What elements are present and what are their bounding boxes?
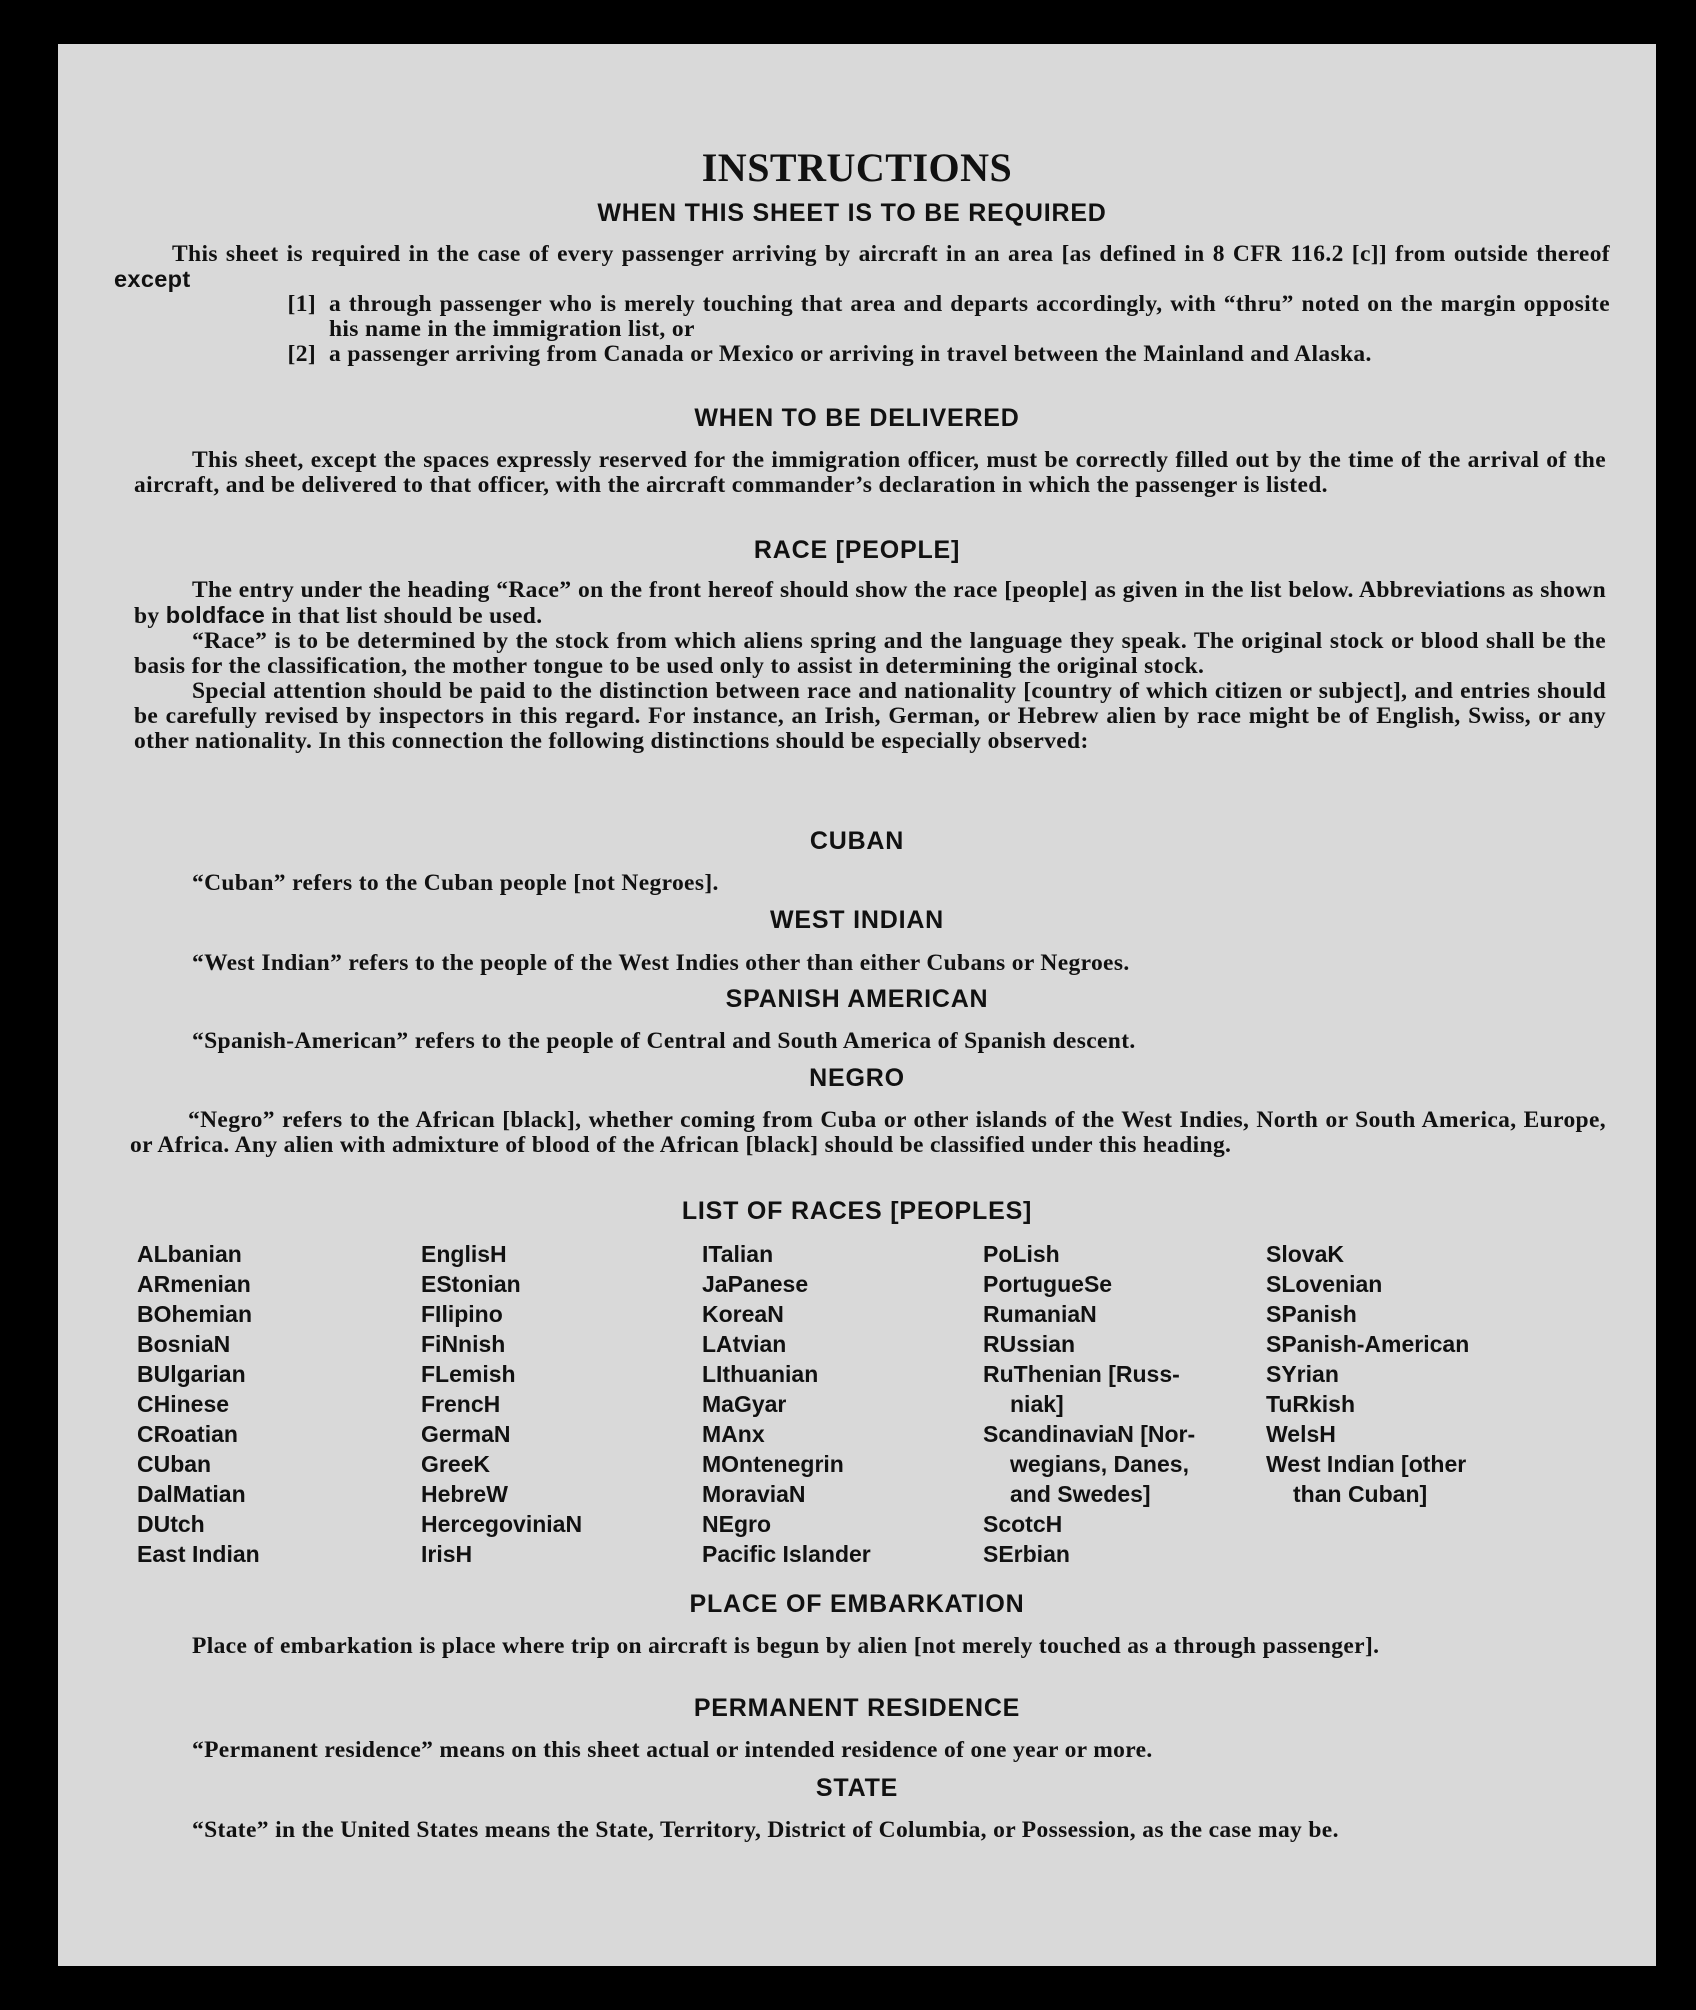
race-paragraph-3: Special attention should be paid to the distinction between race and nationality [country of which citizen or subject], and entries should be carefully revised by inspectors in this regard. For instance, an Irish, German, or Hebrew alien by race might be of English, Swiss, or any other nationality. In this connection the following distinctions should be especially observed: <box>134 678 1606 754</box>
race-entry: LIthuanian <box>702 1361 819 1387</box>
item-text: a through passenger who is merely touching that area and departs accordingly, with “thru” noted on the margin opposite his name in the immigration list, or <box>329 291 1610 342</box>
section-when-required <box>146 199 1558 228</box>
race-entry: MaGyar <box>702 1391 787 1417</box>
race-entry: LAtvian <box>702 1331 787 1357</box>
section-state <box>58 1774 1656 1803</box>
race-entry: wegians, Danes, <box>1010 1451 1189 1477</box>
exception-item-1 <box>114 292 1610 342</box>
race-entry: SPanish <box>1266 1301 1357 1327</box>
race-entry: EStonian <box>421 1271 521 1297</box>
west-indian-text: “West Indian” refers to the people of the West Indies other than either Cubans or Negroes. <box>192 950 1130 976</box>
section-when-delivered <box>58 404 1656 433</box>
section-heading: SPANISH AMERICAN <box>725 985 989 1013</box>
section-heading: NEGRO <box>809 1064 905 1092</box>
races-column-4 <box>983 1239 1253 1569</box>
race-entry: NEgro <box>702 1511 771 1537</box>
race-entry: West Indian [other <box>1266 1451 1467 1477</box>
item-number: [1] <box>287 291 316 317</box>
cuban-text: “Cuban” refers to the Cuban people [not Negroes]. <box>192 870 719 896</box>
race-entry: SYrian <box>1266 1361 1339 1387</box>
section-west-indian <box>58 906 1656 935</box>
state-text: “State” in the United States means the State, Territory, District of Columbia, or Possession, as the case may be. <box>192 1817 1339 1843</box>
race-entry: MoraviaN <box>702 1481 806 1507</box>
item-number: [2] <box>287 341 316 367</box>
section-heading: WHEN THIS SHEET IS TO BE REQUIRED <box>597 199 1107 227</box>
race-entry: GermaN <box>421 1421 511 1447</box>
race-entry: than Cuban] <box>1293 1481 1428 1507</box>
race-entry: niak] <box>1010 1391 1064 1417</box>
negro-text: “Negro” refers to the African [black], whether coming from Cuba or other islands of the West Indies, North or South America, Europe, or Africa. Any alien with admixture of blood of the African [black] should be classified under this heading. <box>130 1107 1606 1158</box>
race-entry: WelsH <box>1266 1421 1336 1447</box>
delivered-text: This sheet, except the spaces expressly reserved for the immigration officer, must be correctly filled out by the time of the arrival of the aircraft, and be delivered to that officer, with the aircraft commander’s declaration in which the passenger is listed. <box>134 447 1606 498</box>
race-entry: HebreW <box>421 1481 508 1507</box>
race-entry: FLemish <box>421 1361 516 1387</box>
race-entry: KoreaN <box>702 1301 784 1327</box>
race-entry: HercegoviniaN <box>421 1511 583 1537</box>
race-entry: RumaniaN <box>983 1301 1097 1327</box>
section-spanish-american <box>58 985 1656 1014</box>
embarkation-text: Place of embarkation is place where trip on aircraft is begun by alien [not merely touched as a through passenger]. <box>192 1633 1380 1659</box>
section-heading: WHEN TO BE DELIVERED <box>694 404 1020 432</box>
race-entry: MAnx <box>702 1421 765 1447</box>
item-text: a passenger arriving from Canada or Mexico or arriving in travel between the Mainland and Alaska. <box>329 341 1372 367</box>
race-entry: SlovaK <box>1266 1241 1344 1267</box>
race-entry: PortugueSe <box>983 1271 1113 1297</box>
race-paragraph-1: The entry under the heading “Race” on the front hereof should show the race [people] as given in the list below. Abbreviations as shown by boldface in that list should be used. <box>134 577 1606 629</box>
race-entry: EnglisH <box>421 1241 507 1267</box>
race-entry: TuRkish <box>1266 1391 1356 1417</box>
race-entry: and Swedes] <box>1010 1481 1151 1507</box>
boldface-word: boldface <box>165 602 266 628</box>
race-entry: MOntenegrin <box>702 1451 844 1477</box>
section-heading: CUBAN <box>809 827 905 855</box>
races-column-5 <box>1266 1239 1536 1509</box>
race-entry: BUlgarian <box>137 1361 246 1387</box>
section-embarkation <box>58 1590 1656 1619</box>
section-heading: WEST INDIAN <box>769 906 945 934</box>
race-entry: BosniaN <box>137 1331 231 1357</box>
race-entry: RuThenian [Russ- <box>983 1361 1180 1387</box>
section-heading: PLACE OF EMBARKATION <box>689 1590 1025 1618</box>
races-column-2 <box>421 1239 691 1569</box>
race-entry: DalMatian <box>137 1481 246 1507</box>
race-entry: FiNnish <box>421 1331 506 1357</box>
race-entry: CHinese <box>137 1391 230 1417</box>
residence-text: “Permanent residence” means on this sheet actual or intended residence of one year or more. <box>192 1737 1153 1763</box>
race-entry: PoLish <box>983 1241 1060 1267</box>
section-heading: RACE [PEOPLE] <box>753 536 961 564</box>
section-heading: PERMANENT RESIDENCE <box>693 1694 1021 1722</box>
race-entry: SErbian <box>983 1541 1070 1567</box>
race-entry: CRoatian <box>137 1421 238 1447</box>
race-entry: DUtch <box>137 1511 205 1537</box>
race-paragraphs <box>134 578 1606 754</box>
races-column-3 <box>702 1239 972 1569</box>
except-word: except <box>114 266 191 292</box>
race-entry: Pacific Islander <box>702 1541 871 1567</box>
race-entry: SLovenian <box>1266 1271 1383 1297</box>
races-column-1 <box>137 1239 407 1569</box>
race-entry: ALbanian <box>137 1241 242 1267</box>
section-permanent-residence <box>58 1694 1656 1723</box>
race-entry: BOhemian <box>137 1301 253 1327</box>
intro-text: This sheet is required in the case of every passenger arriving by aircraft in an area [as defined in 8 CFR 116.2 [c]] from outside thereof <box>172 241 1610 267</box>
instruction-sheet <box>58 44 1656 1966</box>
race-entry: GreeK <box>421 1451 491 1477</box>
section-cuban <box>58 827 1656 856</box>
race-entry: ScotcH <box>983 1511 1063 1537</box>
race-entry: East Indian <box>137 1541 260 1567</box>
section-heading: STATE <box>815 1774 899 1802</box>
section-race <box>58 536 1656 565</box>
section-negro <box>58 1064 1656 1093</box>
race-entry: SPanish-American <box>1266 1331 1470 1357</box>
race-entry: ITalian <box>702 1241 774 1267</box>
exception-item-2 <box>114 342 1610 367</box>
spanish-american-text: “Spanish-American” refers to the people of Central and South America of Spanish descent. <box>192 1028 1136 1054</box>
race-entry: CUban <box>137 1451 212 1477</box>
race-entry: JaPanese <box>702 1271 809 1297</box>
race-entry: ARmenian <box>137 1271 251 1297</box>
race-paragraph-2: “Race” is to be determined by the stock from which aliens spring and the language they speak. The original stock or blood shall be the basis for the classification, the mother tongue to be used only to assist in determining the original stock. <box>134 628 1606 679</box>
race-entry: RUssian <box>983 1331 1076 1357</box>
section-heading: LIST OF RACES [PEOPLES] <box>681 1197 1033 1225</box>
required-intro <box>114 242 1610 293</box>
race-entry: FrencH <box>421 1391 501 1417</box>
race-entry: FIlipino <box>421 1301 503 1327</box>
section-list-of-races <box>58 1197 1656 1226</box>
page-title: INSTRUCTIONS <box>701 145 1013 190</box>
exception-list <box>114 292 1610 367</box>
race-entry: ScandinaviaN [Nor- <box>983 1421 1196 1447</box>
race-entry: IrisH <box>421 1541 473 1567</box>
